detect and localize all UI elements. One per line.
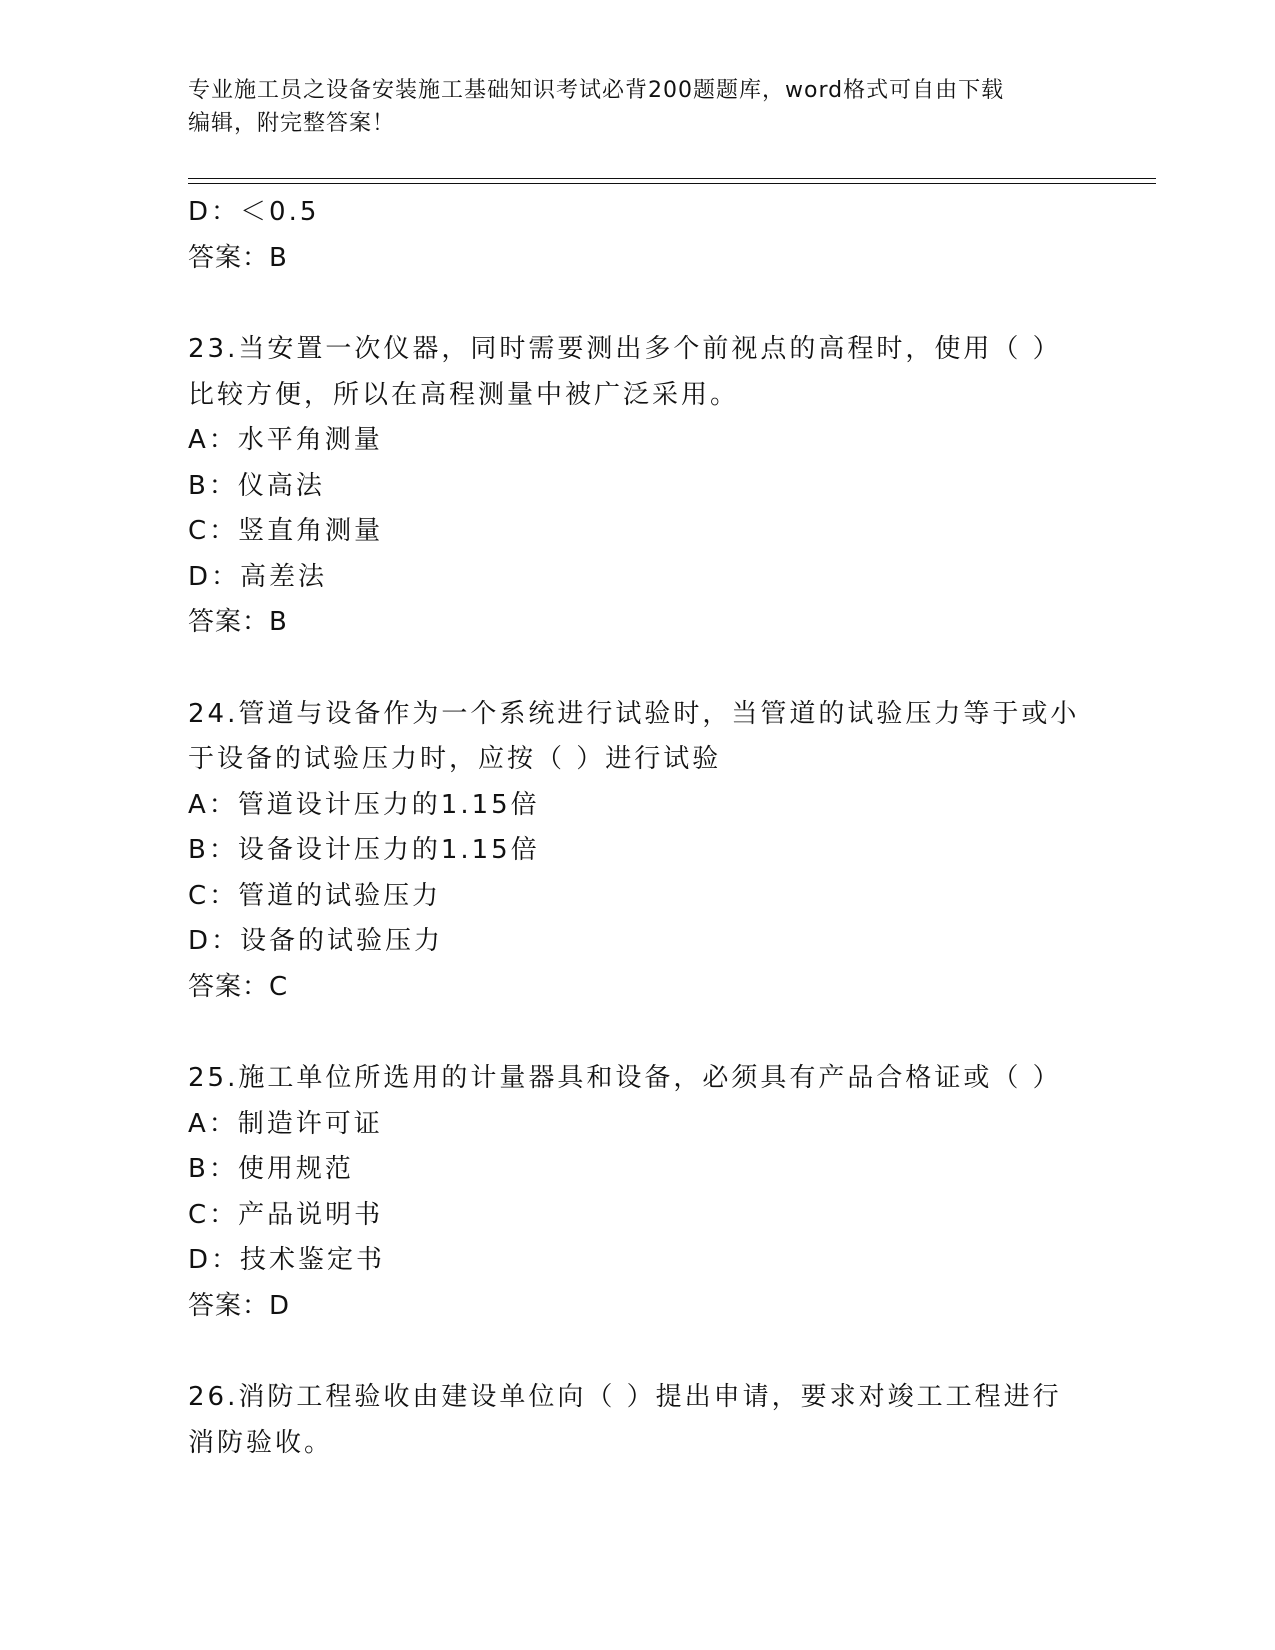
- question-stem: 23.当安置一次仪器，同时需要测出多个前视点的高程时，使用（ ）: [188, 334, 1062, 364]
- option-a: A：制造许可证: [188, 1108, 383, 1139]
- question-stem: 26.消防工程验收由建设单位向（ ）提出申请，要求对竣工工程进行: [188, 1382, 1062, 1412]
- question-23: [188, 327, 1088, 646]
- option-d: D：高差法: [188, 561, 328, 592]
- question-24: [188, 692, 1088, 1011]
- answer-line: 答案：B: [188, 242, 288, 273]
- option-c: C：竖直角测量: [188, 516, 384, 546]
- question-stem: 消防验收。: [188, 1427, 334, 1458]
- question-stem: 25.施工单位所选用的计量器具和设备，必须具有产品合格证或（ ）: [188, 1063, 1062, 1093]
- option-b: B：仪高法: [188, 470, 325, 501]
- option-b: B：使用规范: [188, 1154, 354, 1184]
- question-26: [188, 1375, 1088, 1466]
- option-b: B：设备设计压力的1.15倍: [188, 835, 540, 865]
- question-stem: 于设备的试验压力时，应按（ ）进行试验: [188, 744, 722, 774]
- option-a: A：管道设计压力的1.15倍: [188, 789, 540, 820]
- header-line-2: 编辑，附完整答案！: [188, 111, 396, 136]
- question-stem: 24.管道与设备作为一个系统进行试验时，当管道的试验压力等于或小: [188, 698, 1080, 729]
- document-header: [188, 74, 1088, 140]
- answer-line: 答案：C: [188, 971, 289, 1002]
- answer-line: 答案：B: [188, 607, 288, 637]
- option-a: A：水平角测量: [188, 425, 383, 455]
- question-25: [188, 1056, 1088, 1329]
- header-line-1: 专业施工员之设备安装施工基础知识考试必背200题题库，word格式可自由下载: [188, 78, 1005, 103]
- question-stem: 比较方便，所以在高程测量中被广泛采用。: [188, 379, 740, 410]
- option-d: D：技术鉴定书: [188, 1245, 386, 1275]
- question-content: [188, 190, 1088, 1466]
- option-d: D：＜0.5: [188, 197, 320, 227]
- header-divider-bottom: [188, 183, 1156, 184]
- option-d: D：设备的试验压力: [188, 926, 444, 956]
- header-divider-top: [188, 178, 1156, 179]
- option-c: C：管道的试验压力: [188, 880, 442, 911]
- answer-line: 答案：D: [188, 1290, 291, 1321]
- option-c: C：产品说明书: [188, 1199, 384, 1230]
